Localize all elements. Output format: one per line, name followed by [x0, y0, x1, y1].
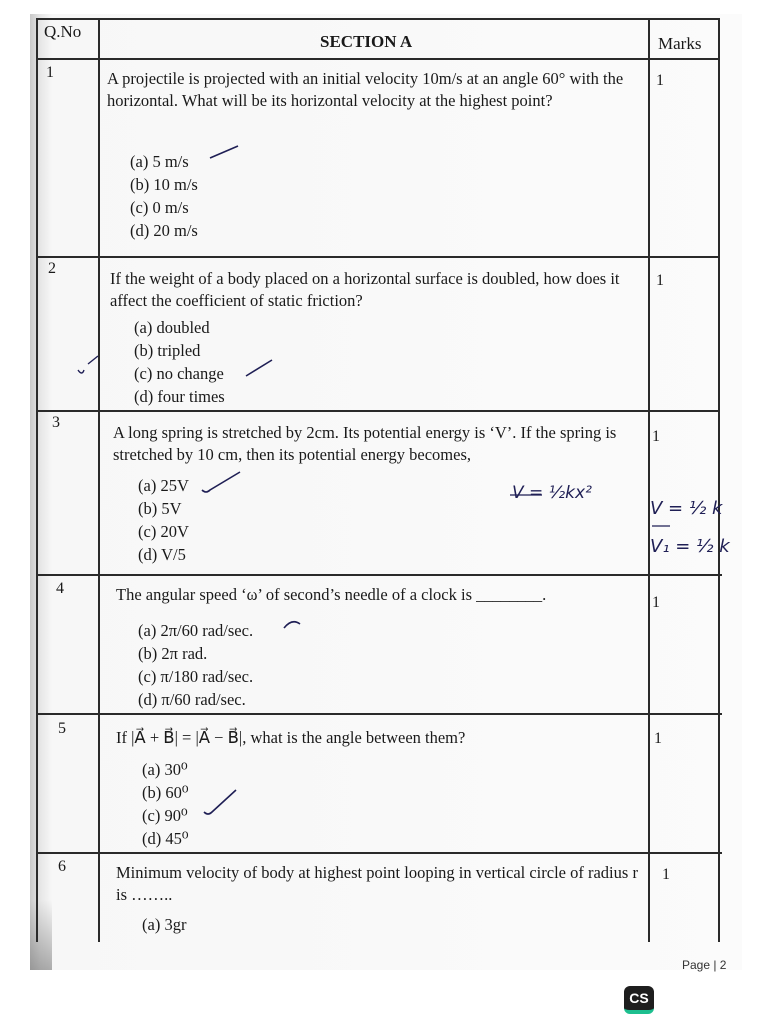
question-number: 3 — [52, 414, 60, 431]
option-b: (b) 5V — [138, 499, 182, 518]
question-text: The angular speed ‘ω’ of second’s needle of a clock is ________. — [116, 585, 547, 604]
option-a: (a) 30⁰ — [142, 760, 188, 779]
question-text: If |A⃗ + B⃗| = |A⃗ − B⃗|, what is the angle between them? — [116, 728, 466, 747]
option-list — [134, 316, 225, 408]
question-text: Minimum velocity of body at highest point looping in vertical circle of radius r is …….. — [116, 863, 638, 904]
option-c: (c) 20V — [138, 522, 189, 541]
question-number: 5 — [58, 720, 66, 737]
question-text: A long spring is stretched by 2cm. Its potential energy is ‘V’. If the spring is stretched by 10 cm, then its potential energy becomes, — [113, 423, 617, 464]
option-b: (b) 2π rad. — [138, 644, 208, 663]
question-number: 6 — [58, 858, 66, 875]
option-b: (b) 60⁰ — [142, 783, 189, 802]
camscanner-logo: CS — [624, 986, 654, 1014]
option-list — [130, 150, 198, 242]
option-a: (a) 25V — [138, 476, 189, 495]
question-number: 1 — [46, 64, 54, 81]
option-d: (d) 20 m/s — [130, 221, 198, 240]
column-header-marks: Marks — [658, 34, 702, 53]
question-marks: 1 — [654, 730, 662, 747]
page-edge-shadow — [30, 900, 52, 970]
option-list — [142, 913, 186, 936]
question-marks: 1 — [662, 866, 670, 883]
option-c: (c) 90⁰ — [142, 806, 188, 825]
option-c: (c) no change — [134, 364, 224, 383]
option-a: (a) 5 m/s — [130, 152, 189, 171]
question-marks: 1 — [652, 594, 660, 611]
question-number: 4 — [56, 580, 64, 597]
option-d: (d) V/5 — [138, 545, 186, 564]
column-header-qno: Q.No — [44, 22, 82, 41]
option-a: (a) doubled — [134, 318, 210, 337]
option-c: (c) 0 m/s — [130, 198, 189, 217]
question-marks: 1 — [652, 428, 660, 445]
option-list — [138, 474, 189, 566]
formula-handwriting: V = ½kx² — [512, 483, 592, 503]
option-d: (d) 45⁰ — [142, 829, 189, 848]
question-marks: 1 — [656, 72, 664, 89]
question-number: 2 — [48, 260, 56, 277]
option-a: (a) 2π/60 rad/sec. — [138, 621, 254, 640]
option-a: (a) 3gr — [142, 915, 187, 934]
section-title: SECTION A — [320, 32, 413, 51]
option-c: (c) π/180 rad/sec. — [138, 667, 254, 686]
option-list — [138, 619, 253, 711]
option-b: (b) tripled — [134, 341, 201, 360]
margin-note-1: V = ½ k — [650, 498, 723, 519]
option-list — [142, 758, 188, 850]
page-number: Page | 2 — [682, 958, 727, 972]
option-b: (b) 10 m/s — [130, 175, 198, 194]
question-text: If the weight of a body placed on a horizontal surface is doubled, how does it affect the coefficient of static friction? — [110, 269, 620, 310]
option-d: (d) π/60 rad/sec. — [138, 690, 246, 709]
option-d: (d) four times — [134, 387, 225, 406]
question-text: A projectile is projected with an initial velocity 10m/s at an angle 60° with the horizontal. What will be its horizontal velocity at the highest point? — [107, 69, 624, 110]
margin-note-2: V₁ = ½ k — [650, 536, 730, 557]
question-marks: 1 — [656, 272, 664, 289]
